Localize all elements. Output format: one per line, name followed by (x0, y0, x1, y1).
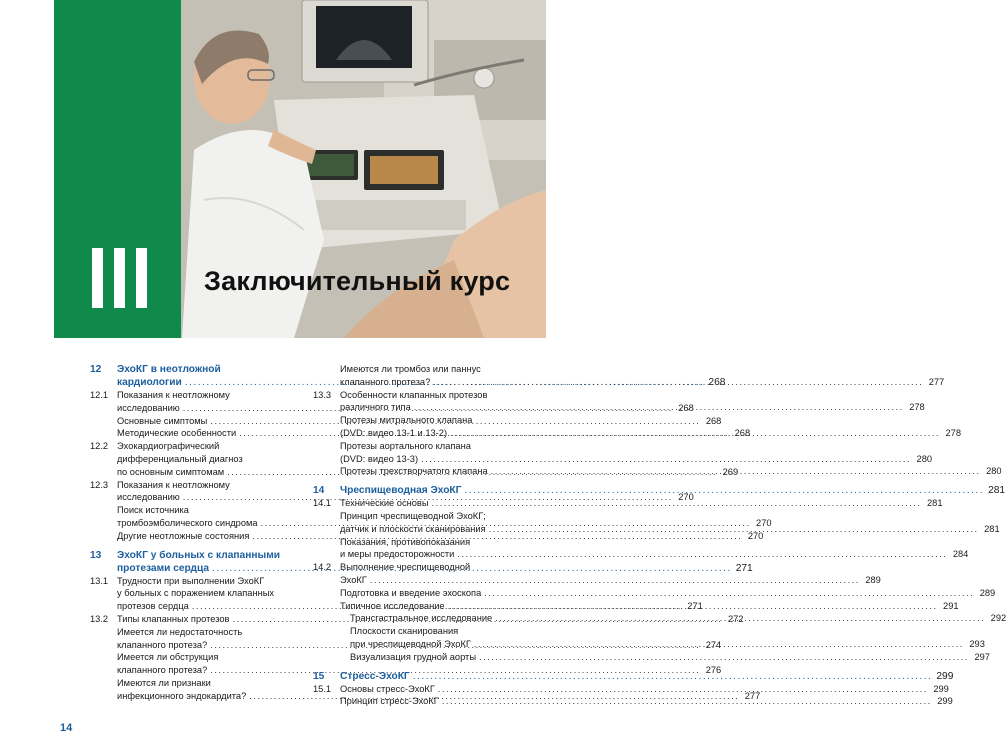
toc-entry-number (313, 600, 340, 613)
toc-entry-number (313, 440, 340, 466)
toc-dot-leader (438, 683, 928, 696)
toc-entry-text (340, 536, 968, 562)
toc-entry-line: кардиологии (117, 377, 182, 388)
toc-entry-line: Чреспищеводная ЭхоКГ (340, 485, 462, 497)
toc-page-number: 268 (678, 402, 694, 413)
toc-entry-line: Трудности при выполнении ЭхоКГ (117, 575, 265, 586)
toc-entry-line: Методические особенности (117, 428, 237, 439)
toc-dot-leader (450, 427, 940, 440)
toc-entry-line: различного типа (340, 402, 411, 413)
toc-entry-line: (DVD: видео 13-3) (340, 453, 419, 464)
toc-entry-line: Показания к неотложному (117, 390, 230, 400)
toc-entry-line: Плоскости сканирования (350, 626, 459, 637)
toc-entry-line: Подготовка и введение эхоскопа (340, 587, 482, 598)
toc-entry-text (340, 561, 881, 587)
toc-page-number: 278 (909, 402, 925, 413)
toc-entry-text (340, 695, 953, 708)
toc-page-number: 299 (936, 670, 954, 682)
toc-entry-line: Выполнение чреспищеводной (340, 562, 471, 573)
toc-entry-text (340, 625, 985, 651)
toc-entry-line: тромбоэмболического синдрома (117, 517, 258, 528)
toc-entry-number: 12.2 (90, 441, 109, 452)
toc-entry-number: 12.1 (90, 390, 109, 400)
toc-entry-number (313, 465, 340, 478)
toc-page-number: 281 (988, 485, 1006, 497)
toc-entry-line: датчик и плоскости сканирования (340, 523, 486, 534)
toc-entry-line: Типы клапанных протезов (117, 613, 230, 624)
toc-entry-number: 14 (313, 485, 325, 497)
toc-entry-number (90, 504, 117, 530)
toc-entry-number: 15.1 (313, 683, 332, 694)
toc-dot-leader (495, 612, 985, 625)
toc-entry-line: Типичное исследование (340, 600, 445, 611)
toc-entry-number (90, 651, 117, 677)
toc-entry-line: Стресс-ЭхоКГ (340, 670, 410, 682)
toc-entry-number (90, 530, 117, 543)
toc-entry-text (340, 465, 1002, 478)
toc-dot-leader (413, 670, 933, 683)
toc-dot-leader (491, 465, 981, 478)
toc-entry-line: инфекционного эндокардита? (117, 690, 247, 701)
toc-page-number: 299 (933, 683, 949, 694)
toc-entry-number (313, 414, 340, 440)
toc-page-number: 281 (984, 523, 1000, 534)
toc-entry-text (340, 587, 995, 600)
toc-entry-line: ЭхоКГ в неотложной (117, 364, 221, 375)
toc-dot-leader (489, 523, 979, 536)
toc-entry-number: 13.1 (90, 575, 109, 586)
toc-entry-line: (DVD: видео 13-1 и 13-2) (340, 427, 448, 438)
toc-entry-line: Показания, противопоказания (340, 536, 471, 547)
toc-page-number: 281 (926, 498, 943, 509)
toc-entry[interactable] (313, 587, 996, 600)
toc-dot-leader (484, 587, 974, 600)
toc-page-number: 299 (937, 696, 953, 707)
toc-entry-number (90, 677, 117, 703)
toc-dot-leader (421, 453, 911, 466)
toc-page-number: 271 (687, 601, 703, 612)
roman-numeral-stroke (136, 248, 147, 308)
toc-entry-line: Протезы трехстворчатого клапана (340, 466, 488, 477)
toc-dot-leader (442, 695, 932, 708)
toc-entry-line: по основным симптомам (117, 466, 225, 477)
toc-entry-text (340, 497, 943, 510)
toc-entry-number (313, 536, 340, 562)
toc-entry-line: Другие неотложные состояния (117, 530, 250, 541)
toc-entry-line: Основы стресс-ЭхоКГ (340, 683, 435, 694)
toc-entry-line: Принцип чреспищеводной ЭхоКГ; (340, 510, 486, 521)
toc-entry-line: Принцип стресс-ЭхоКГ (340, 696, 439, 707)
toc-entry-text (340, 440, 932, 466)
toc-entry-line: Особенности клапанных протезов (340, 389, 488, 400)
toc-entry-number: 13.2 (90, 613, 109, 624)
toc-entry-text (340, 510, 1000, 536)
toc-dot-leader (432, 497, 922, 510)
toc-page-number: 272 (727, 613, 744, 624)
toc-entry-number (313, 625, 340, 651)
toc-page-number: 277 (928, 376, 945, 387)
toc-entry-line: ЭхоКГ у больных с клапанными (117, 549, 281, 561)
toc-page-number: 268 (708, 377, 726, 388)
toc-entry-number (313, 651, 340, 664)
toc-entry-line: Имеется ли обструкция (117, 652, 219, 663)
toc-entry-line: Эхокардиографический (117, 441, 220, 452)
toc-entry-text (340, 670, 953, 683)
toc-page-number: 289 (979, 587, 996, 598)
toc-dot-leader (464, 484, 984, 497)
toc-entry-number: 13.3 (313, 389, 332, 400)
toc-entry-number (313, 510, 340, 536)
toc-entry-number (313, 363, 340, 389)
toc-entry-line: Показания к неотложному (117, 479, 230, 490)
toc-page-number: 293 (969, 638, 985, 649)
toc-entry-line: Протезы митрального клапана (340, 415, 473, 426)
toc-page-number: 276 (705, 665, 722, 676)
toc-entry-number: 13 (90, 549, 102, 561)
toc-page-number: 289 (865, 574, 881, 585)
toc-page-number: 280 (986, 466, 1002, 477)
toc-entry-line: Визуализация грудной аорты (350, 651, 477, 662)
toc-entry-text (340, 484, 1005, 497)
toc-entry-line: Имеются ли признаки (117, 677, 211, 688)
toc-entry-line: протезами сердца (117, 562, 210, 574)
toc-entry[interactable] (313, 536, 969, 562)
toc-dot-leader (433, 376, 923, 389)
toc-page-number: 280 (916, 453, 933, 464)
toc-entry-number (313, 695, 340, 708)
toc-entry-line: и меры предосторожности (340, 549, 455, 560)
toc-entry-text (340, 414, 961, 440)
toc-page-number: 274 (705, 639, 722, 650)
toc-entry-text (340, 389, 925, 415)
toc-page-number: 291 (943, 600, 959, 611)
toc-entry-line: Протезы аортального клапана (340, 440, 471, 451)
chapter-title: Заключительный курс (204, 266, 511, 296)
toc-page-number: 269 (722, 466, 739, 477)
toc-page-number: 292 (990, 613, 1006, 624)
toc-entry-number (313, 612, 340, 625)
toc-section-heading[interactable] (313, 484, 1006, 497)
toc-dot-leader (448, 600, 938, 613)
toc-entry-text (340, 683, 949, 696)
toc-entry-line: клапанного протеза? (117, 665, 208, 676)
toc-entry-text (340, 612, 1006, 625)
roman-numeral-stroke (92, 248, 103, 308)
toc-entry-line: протезов сердца (117, 601, 189, 612)
toc-dot-leader (474, 638, 964, 651)
toc-entry-number: 12 (90, 364, 102, 375)
toc-dot-leader (479, 651, 969, 664)
toc-entry-line: Технические основы (340, 498, 429, 509)
toc-entry-line: Поиск источника (117, 505, 189, 516)
toc-entry-line: при чреспищеводной ЭхоКГ (350, 638, 471, 649)
toc-entry-line: клапанного протеза? (340, 376, 431, 387)
toc-entry-line: Имеются ли тромбоз или паннус (340, 364, 481, 374)
toc-entry-number: 14.2 (313, 562, 332, 573)
toc-entry-text (340, 363, 944, 389)
toc-entry-line: Основные симптомы (117, 415, 208, 426)
toc-dot-leader (457, 548, 947, 561)
toc-page-number: 270 (747, 530, 764, 541)
toc-entry-number (90, 427, 117, 440)
toc-entry-number: 14.1 (313, 498, 332, 509)
roman-numeral-stroke (114, 248, 125, 308)
toc-page-number: 268 (705, 415, 722, 426)
toc-entry-line: Имеется ли недостаточность (117, 626, 243, 637)
toc-entry-line: Трансгастральное исследование (350, 613, 493, 624)
toc-page-number: 277 (744, 690, 761, 701)
toc-dot-leader (370, 574, 860, 587)
toc-entry-line: исследованию (117, 402, 180, 413)
page-number: 14 (60, 722, 73, 734)
toc-entry-number (90, 415, 117, 428)
toc-page-number: 284 (952, 549, 969, 560)
toc-entry-text (340, 600, 959, 613)
toc-entry-number (313, 587, 340, 600)
toc-entry-line: исследованию (117, 492, 180, 503)
toc-entry-number (90, 626, 117, 652)
toc-page-number: 271 (735, 562, 753, 574)
toc-entry-line: клапанного протеза? (117, 639, 208, 650)
toc-page-number: 270 (678, 492, 694, 503)
toc-dot-leader (414, 401, 904, 414)
toc-entry-line: дифференциальный диагноз (117, 453, 243, 464)
toc-entry[interactable] (313, 651, 990, 664)
toc-entry-line: у больных с поражением клапанных (117, 588, 275, 599)
toc-page-number: 270 (756, 517, 772, 528)
toc-entry[interactable] (313, 440, 933, 466)
toc-entry-number: 12.3 (90, 479, 109, 490)
toc-page-number: 297 (974, 651, 990, 662)
roman-numeral-badge (92, 248, 147, 308)
toc-page-number: 278 (945, 427, 962, 438)
toc-entry-line: ЭхоКГ (340, 574, 367, 585)
toc-entry-text (340, 651, 990, 664)
toc-page-number: 268 (734, 428, 751, 439)
toc-entry-number: 15 (313, 670, 325, 682)
